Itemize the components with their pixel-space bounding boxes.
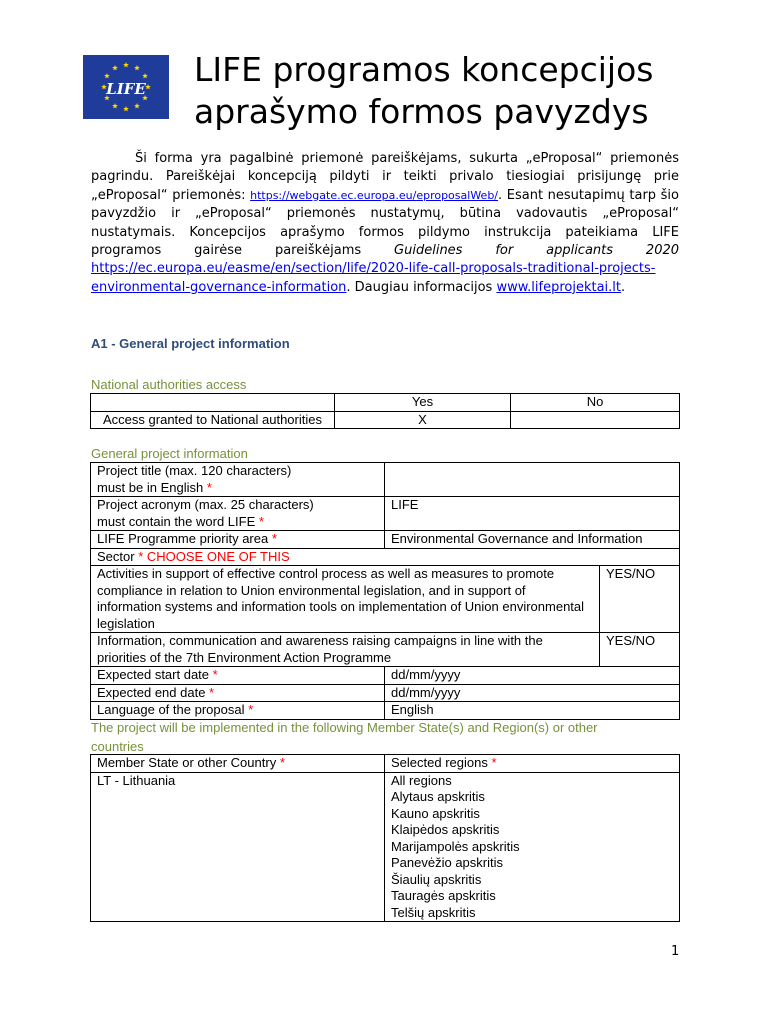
region-item[interactable]: Kauno apskritis [391,805,480,821]
national-access-heading: National authorities access [91,377,247,392]
start-date-label: Expected start date * [91,667,385,685]
region-item[interactable]: Klaipėdos apskritis [391,822,500,837]
access-no-value[interactable] [511,411,680,429]
eu-flag-icon [83,55,169,119]
project-title-label: Project title (max. 120 characters) must be in English * [91,463,385,497]
region-item[interactable]: Panevėžio apskritis [391,855,503,870]
intro-text-5: . [621,279,626,295]
language-value[interactable]: English [385,702,680,720]
regions-list [385,772,680,922]
region-item[interactable]: Telšių apskritis [391,904,476,920]
general-info-table [90,462,680,720]
title-line-2: aprašymo formos pavyzdys [194,92,649,131]
end-date-label: Expected end date * [91,684,385,702]
yes-header: Yes [335,394,511,412]
national-access-table [90,393,680,429]
activity-2-value[interactable]: YES/NO [600,633,680,667]
access-yes-value[interactable]: X [335,411,511,429]
guidelines-text: Guidelines for applicants 2020 [394,243,680,259]
regions-header: Selected regions * [385,755,680,773]
activity-1-label: Activities in support of effective control process as well as measures to promote compliance in relation to Union environmental legislation, and in support of information systems and information tools on implementation of Union environmental legislation [91,566,600,633]
region-item[interactable]: Alytaus apskritis [391,789,485,804]
regions-table [90,754,680,922]
region-item[interactable]: All regions [391,772,452,788]
project-title-value[interactable] [385,463,680,497]
eproposal-link[interactable]: https://webgate.ec.europa.eu/eproposalWeb/ [250,188,499,202]
svg-text:LIFE: LIFE [106,80,146,98]
end-date-value[interactable]: dd/mm/yyyy [385,684,680,702]
country-value: LT - Lithuania [91,772,385,922]
start-date-value[interactable]: dd/mm/yyyy [385,667,680,685]
priority-value[interactable]: Environmental Governance and Information [385,531,680,549]
lifeprojektai-link[interactable]: www.lifeprojektai.lt [496,279,621,295]
sector-row: Sector * CHOOSE ONE OF THIS [91,548,680,566]
guidelines-link[interactable]: https://ec.europa.eu/easme/en/section/life/2020-life-call-proposals-traditional-projects-environmental-governance-information [91,261,656,295]
access-row-label: Access granted to National authorities [91,411,335,429]
general-info-heading: General project information [91,446,248,461]
no-header: No [511,394,680,412]
acronym-value[interactable]: LIFE [385,497,680,531]
intro-paragraph [91,150,679,297]
page-number: 1 [671,944,680,959]
empty-header-cell [91,394,335,412]
priority-label: LIFE Programme priority area * [91,531,385,549]
intro-text-1: Ši forma yra pagalbinė priemonė pareiškėjams, sukurta „eProposal“ priemonės pagrindu. Pareiškėjai koncepciją pildyti ir teikti privalo tiesiogiai prisijungę prie „eProposal“ priemonės: [91,151,679,203]
intro-text-2: . Esant nesutapimų tarp šio pavyzdžio ir „eProposal“ priemonės nustatymų, būtina vadovautis „eProposal“ nustatymais. Koncepcijos aprašymo formos pildymo instrukcija pateikiama LIFE programos gairėse pareiškėjams [91,187,679,259]
region-item[interactable]: Šiaulių apskritis [391,871,482,887]
section-a1-heading: A1 - General project information [91,336,290,351]
acronym-label: Project acronym (max. 25 characters) must contain the word LIFE * [91,497,385,531]
country-header: Member State or other Country * [91,755,385,773]
intro-text-4: . Daugiau informacijos [346,279,497,295]
life-logo [83,55,169,119]
region-item[interactable]: Tauragės apskritis [391,888,496,903]
activity-1-value[interactable]: YES/NO [600,566,680,633]
regions-heading: The project will be implemented in the following Member State(s) and Region(s) or other countries [91,720,598,754]
title-line-1: LIFE programos koncepcijos [194,50,654,89]
region-item[interactable]: Marijampolės apskritis [391,838,520,854]
language-label: Language of the proposal * [91,702,385,720]
activity-2-label: Information, communication and awareness raising campaigns in line with the priorities of the 7th Environment Action Programme [91,633,600,667]
page-title [194,49,714,133]
